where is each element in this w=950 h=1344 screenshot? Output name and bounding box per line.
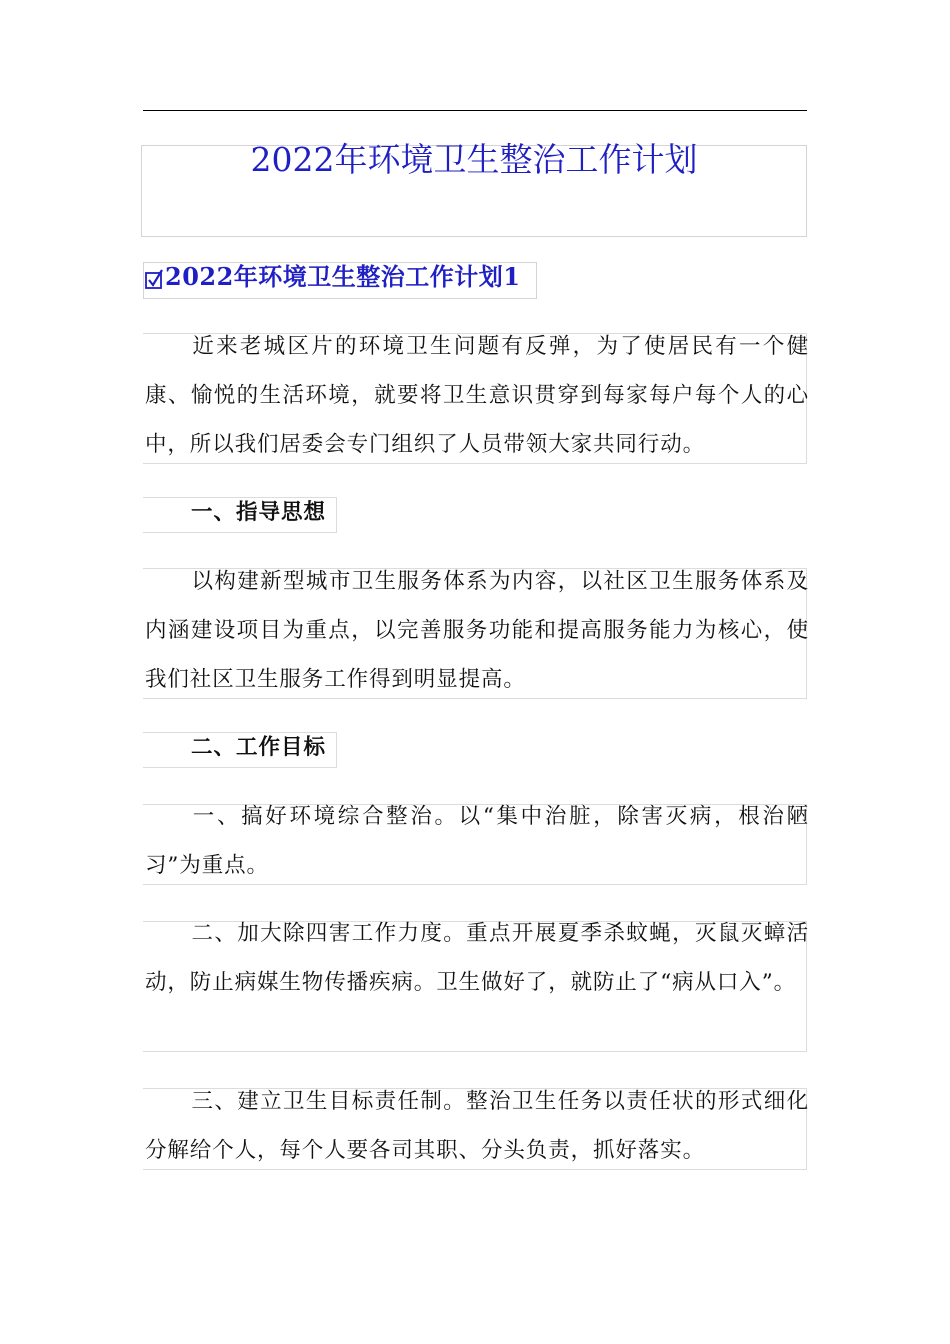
goal-paragraph-1: 一、搞好环境综合整治。以“集中治脏，除害灭病，根治陋习”为重点。: [145, 804, 809, 878]
section-heading: 2022年环境卫生整治工作计划1: [165, 262, 521, 291]
goal-paragraph-3: 三、建立卫生目标责任制。整治卫生任务以责任状的形式细化分解给个人，每个人要各司其职、分头负责，抓好落实。: [145, 1089, 809, 1163]
heading-guiding-thought: 一、指导思想: [191, 500, 327, 525]
intro-paragraph: 近来老城区片的环境卫生问题有反弹，为了使居民有一个健康、愉悦的生活环境，就要将卫生意识贯穿到每家每户每个人的心中，所以我们居委会专门组织了人员带领大家共同行动。: [145, 334, 809, 457]
goal-paragraph-2: 二、加大除四害工作力度。重点开展夏季杀蚊蝇，灭鼠灭蟑活动，防止病媒生物传播疾病。卫生做好了，就防止了“病从口入”。: [145, 921, 809, 995]
top-rule: [143, 110, 807, 111]
document-title: 2022年环境卫生整治工作计划: [250, 140, 698, 179]
heading-work-goals: 二、工作目标: [191, 735, 327, 760]
guiding-paragraph: 以构建新型城市卫生服务体系为内容，以社区卫生服务体系及内涵建设项目为重点，以完善服务功能和提高服务能力为核心，使我们社区卫生服务工作得到明显提高。: [145, 569, 809, 692]
checkbox-checked-icon: [145, 268, 164, 289]
